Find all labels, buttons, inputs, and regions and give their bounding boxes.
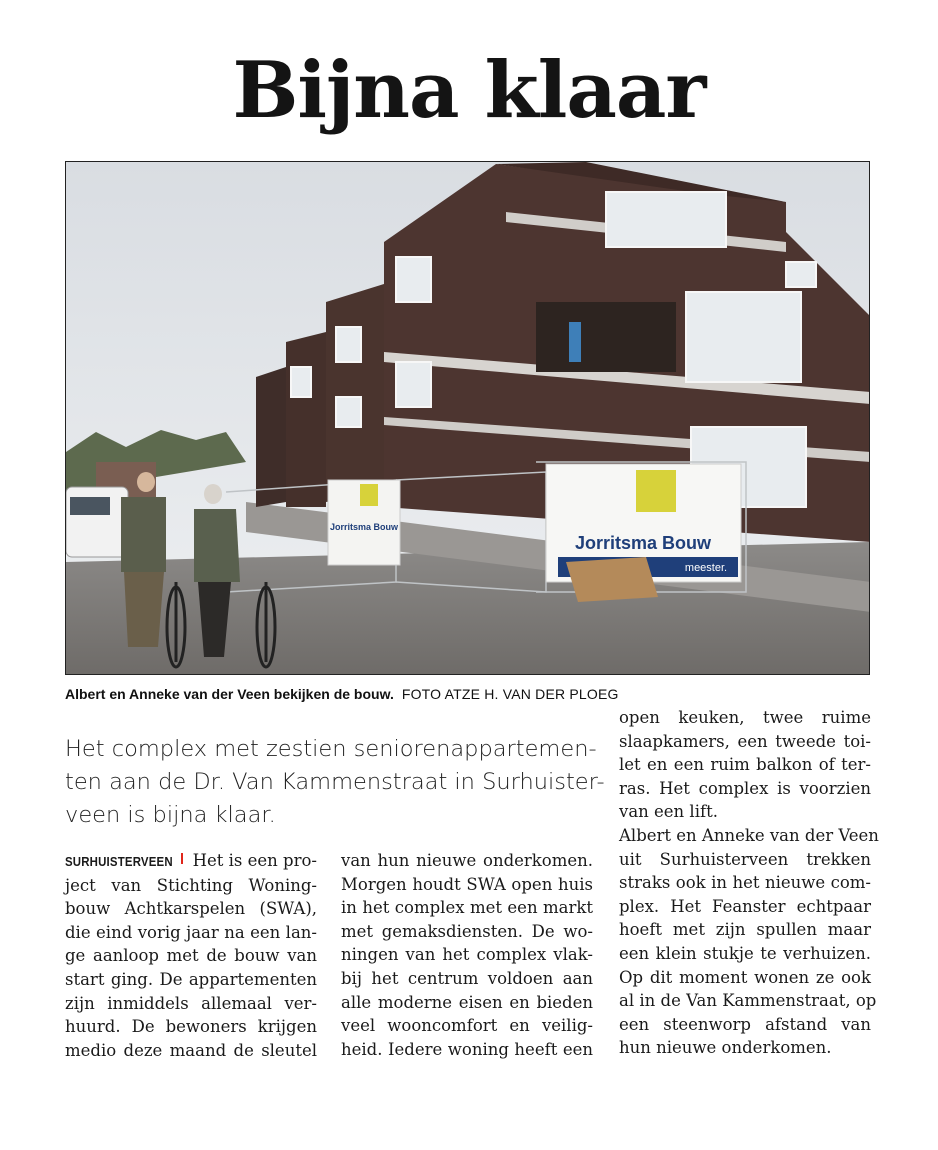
body-line: uit Surhuisterveen trekken (619, 849, 871, 869)
sign-text: Jorritsma Bouw (574, 533, 712, 553)
body-line: zijn inmiddels allemaal ver- (65, 993, 317, 1013)
body-line: slaapkamers, een tweede toi- (619, 731, 871, 751)
body-line: alle moderne eisen en bieden (341, 992, 593, 1012)
red-square-icon (181, 853, 182, 864)
body-line: bij het centrum voldoen aan (341, 968, 593, 988)
body-line: start ging. De appartementen (65, 969, 317, 989)
body-column-1 (65, 849, 317, 1062)
article-photo (65, 161, 870, 675)
body-line: hun nieuwe onderkomen. (619, 1038, 832, 1058)
body-line: met gemaksdiensten. De wo- (341, 921, 593, 941)
body-line: ningen van het complex vlak- (341, 945, 593, 965)
body-line: veel wooncomfort en veilig- (341, 1016, 593, 1036)
intro-line: Het complex met zestien seniorenappartemen- (65, 736, 597, 762)
headline: Bijna klaar (232, 45, 706, 136)
body-line: ras. Het complex is voorzien (619, 778, 871, 798)
body-line: die eind vorig jaar na een lan- (65, 922, 317, 942)
body-line: medio deze maand de sleutel (65, 1040, 317, 1060)
body-line: hoeft met zijn spullen maar (619, 920, 871, 940)
body-column-3 (619, 706, 879, 1060)
body-line: Morgen houdt SWA open huis (341, 874, 593, 894)
body-line: Het is een pro- (192, 851, 317, 870)
photo-credit: FOTO ATZE H. VAN DER PLOEG (401, 686, 619, 702)
body-line: bouw Achtkarspelen (SWA), (65, 899, 317, 919)
body-line: een steenworp afstand van (619, 1014, 871, 1034)
body-line: plex. Het Feanster echtpaar (619, 896, 871, 916)
body-line: Op dit moment wonen ze ook (619, 967, 871, 987)
first-line (65, 849, 317, 874)
body-line: in het complex met een markt (341, 898, 593, 918)
dateline: SURHUISTERVEEN (65, 854, 173, 869)
body-line: van een lift. (619, 802, 718, 822)
body-line: een klein stukje te verhuizen. (619, 943, 871, 963)
intro-line: ten aan de Dr. Van Kammenstraat in Surhuister- (65, 769, 605, 795)
body-line: van hun nieuwe onderkomen. (341, 851, 593, 870)
body-line: heid. Iedere woning heeft een (341, 1039, 593, 1059)
body-line: Albert en Anneke van der Veen (619, 825, 879, 845)
body-line: open keuken, twee ruime (619, 708, 871, 727)
body-line: al in de Van Kammenstraat, op (619, 991, 877, 1011)
body-line: let en een ruim balkon of ter- (619, 755, 871, 775)
body-line: straks ook in het nieuwe com- (619, 873, 871, 893)
body-line: ject van Stichting Woning- (65, 875, 317, 895)
construction-photo-icon (66, 162, 870, 675)
sign-sub-text: meester. (684, 562, 728, 574)
body-line: huurd. De bewoners krijgen (65, 1017, 317, 1037)
body-column-2 (341, 849, 593, 1061)
body-line: ge aanloop met de bouw van (65, 946, 317, 966)
caption-text: Albert en Anneke van der Veen bekijken de bouw. (65, 686, 394, 702)
photo-caption (65, 686, 619, 702)
intro-line: veen is bijna klaar. (65, 802, 276, 828)
sign-text-small: Jorritsma Bouw (329, 522, 399, 532)
intro-paragraph (65, 733, 605, 832)
